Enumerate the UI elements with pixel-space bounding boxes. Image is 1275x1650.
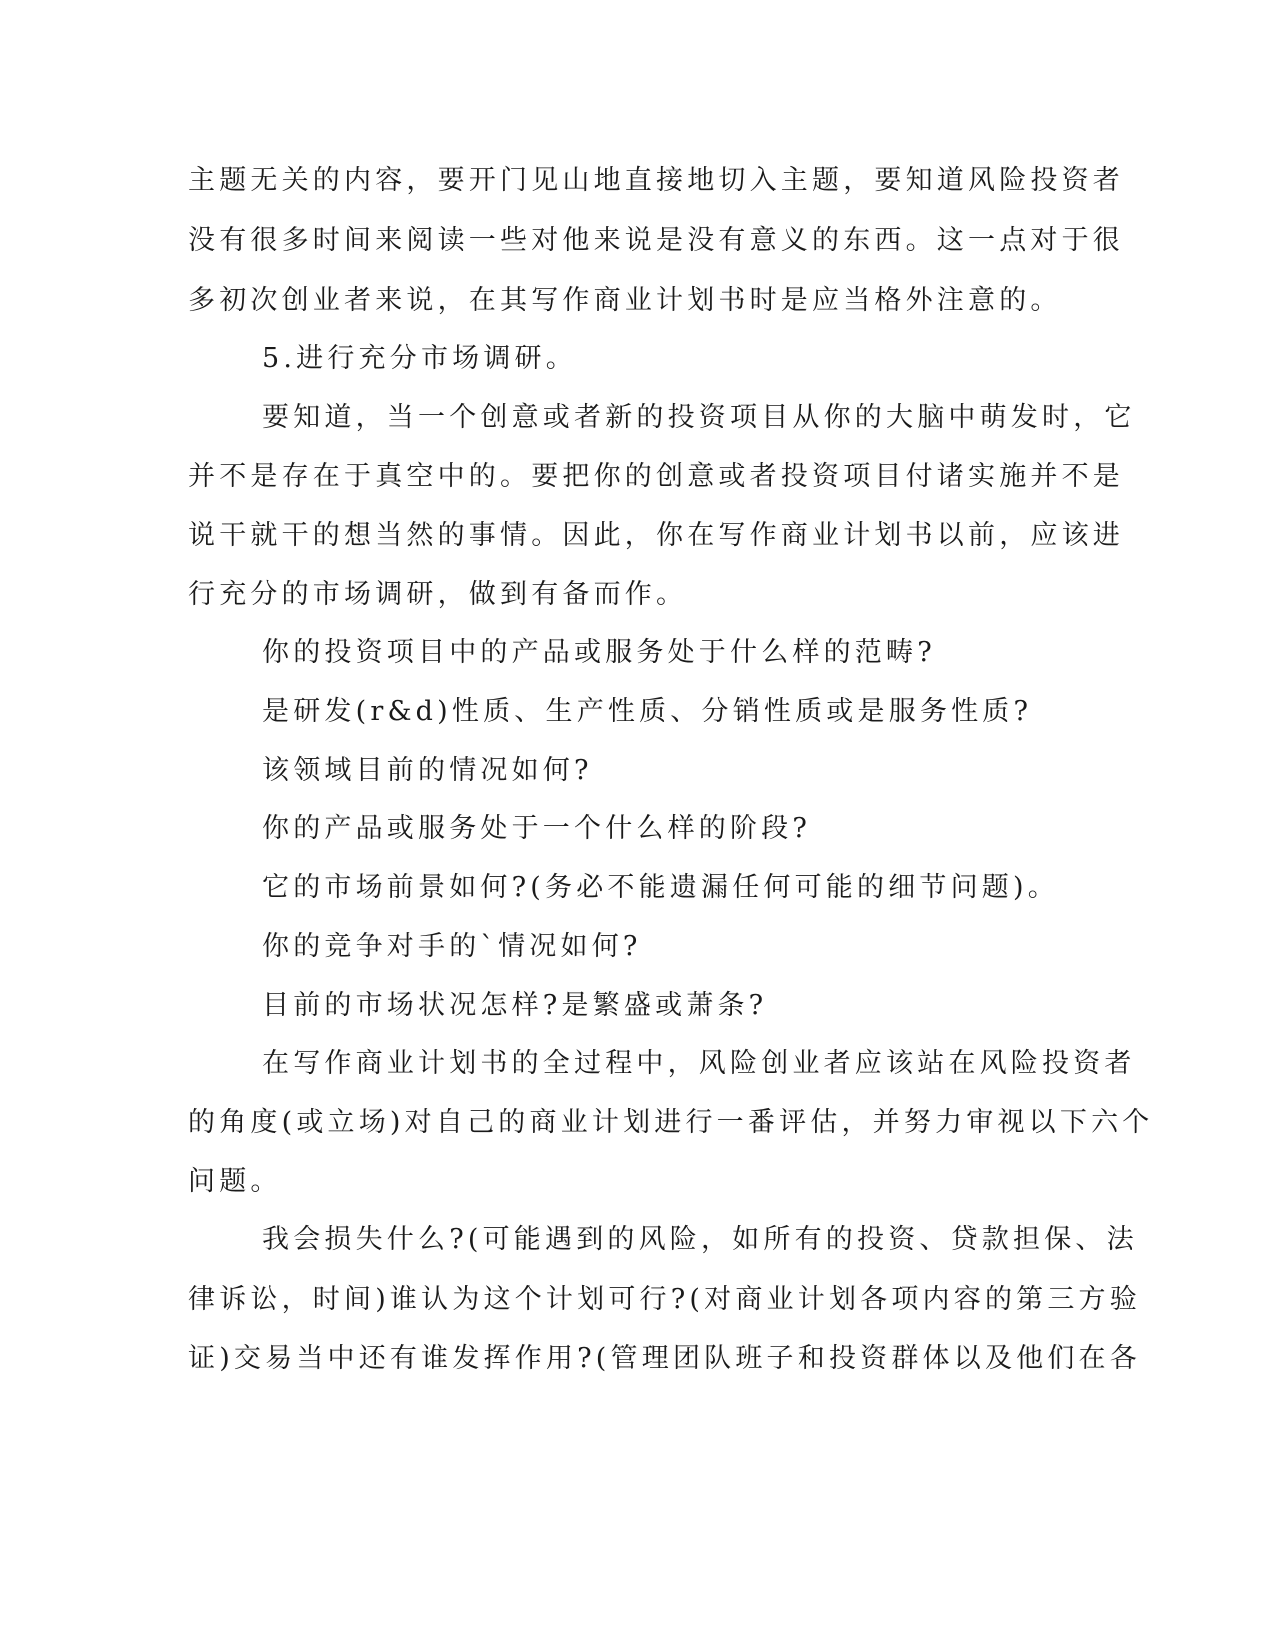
body-text-line: 问题。 [188, 1166, 282, 1197]
body-text-line: 的角度(或立场)对自己的商业计划进行一番评估，并努力审视以下六个 [188, 1107, 1154, 1138]
body-text-line: 律诉讼，时间)谁认为这个计划可行?(对商业计划各项内容的第三方验 [188, 1284, 1141, 1315]
question-line: 它的市场前景如何?(务必不能遗漏任何可能的细节问题)。 [262, 872, 1059, 903]
paragraph-start: 在写作商业计划书的全过程中，风险创业者应该站在风险投资者 [262, 1048, 1136, 1079]
question-line: 你的投资项目中的产品或服务处于什么样的范畴? [262, 637, 936, 668]
body-text-line: 说干就干的想当然的事情。因此，你在写作商业计划书以前，应该进 [188, 520, 1124, 551]
question-line: 你的产品或服务处于一个什么样的阶段? [262, 813, 812, 844]
body-text-line: 主题无关的内容，要开门见山地直接地切入主题，要知道风险投资者 [188, 165, 1124, 196]
paragraph-start: 我会损失什么?(可能遇到的风险，如所有的投资、贷款担保、法 [262, 1224, 1138, 1255]
body-text-line: 证)交易当中还有谁发挥作用?(管理团队班子和投资群体以及他们在各 [188, 1343, 1141, 1374]
body-text-line: 行充分的市场调研，做到有备而作。 [188, 579, 688, 610]
section-heading: 5.进行充分市场调研。 [262, 343, 577, 374]
paragraph-start: 要知道，当一个创意或者新的投资项目从你的大脑中萌发时，它 [262, 402, 1136, 433]
question-line: 是研发(r&d)性质、生产性质、分销性质或是服务性质? [262, 696, 1033, 727]
question-line: 该领域目前的情况如何? [262, 755, 593, 786]
body-text-line: 多初次创业者来说，在其写作商业计划书时是应当格外注意的。 [188, 285, 1062, 316]
question-line: 你的竞争对手的`情况如何? [262, 931, 642, 962]
body-text-line: 并不是存在于真空中的。要把你的创意或者投资项目付诸实施并不是 [188, 461, 1124, 492]
question-line: 目前的市场状况怎样?是繁盛或萧条? [262, 990, 768, 1021]
body-text-line: 没有很多时间来阅读一些对他来说是没有意义的东西。这一点对于很 [188, 225, 1124, 256]
